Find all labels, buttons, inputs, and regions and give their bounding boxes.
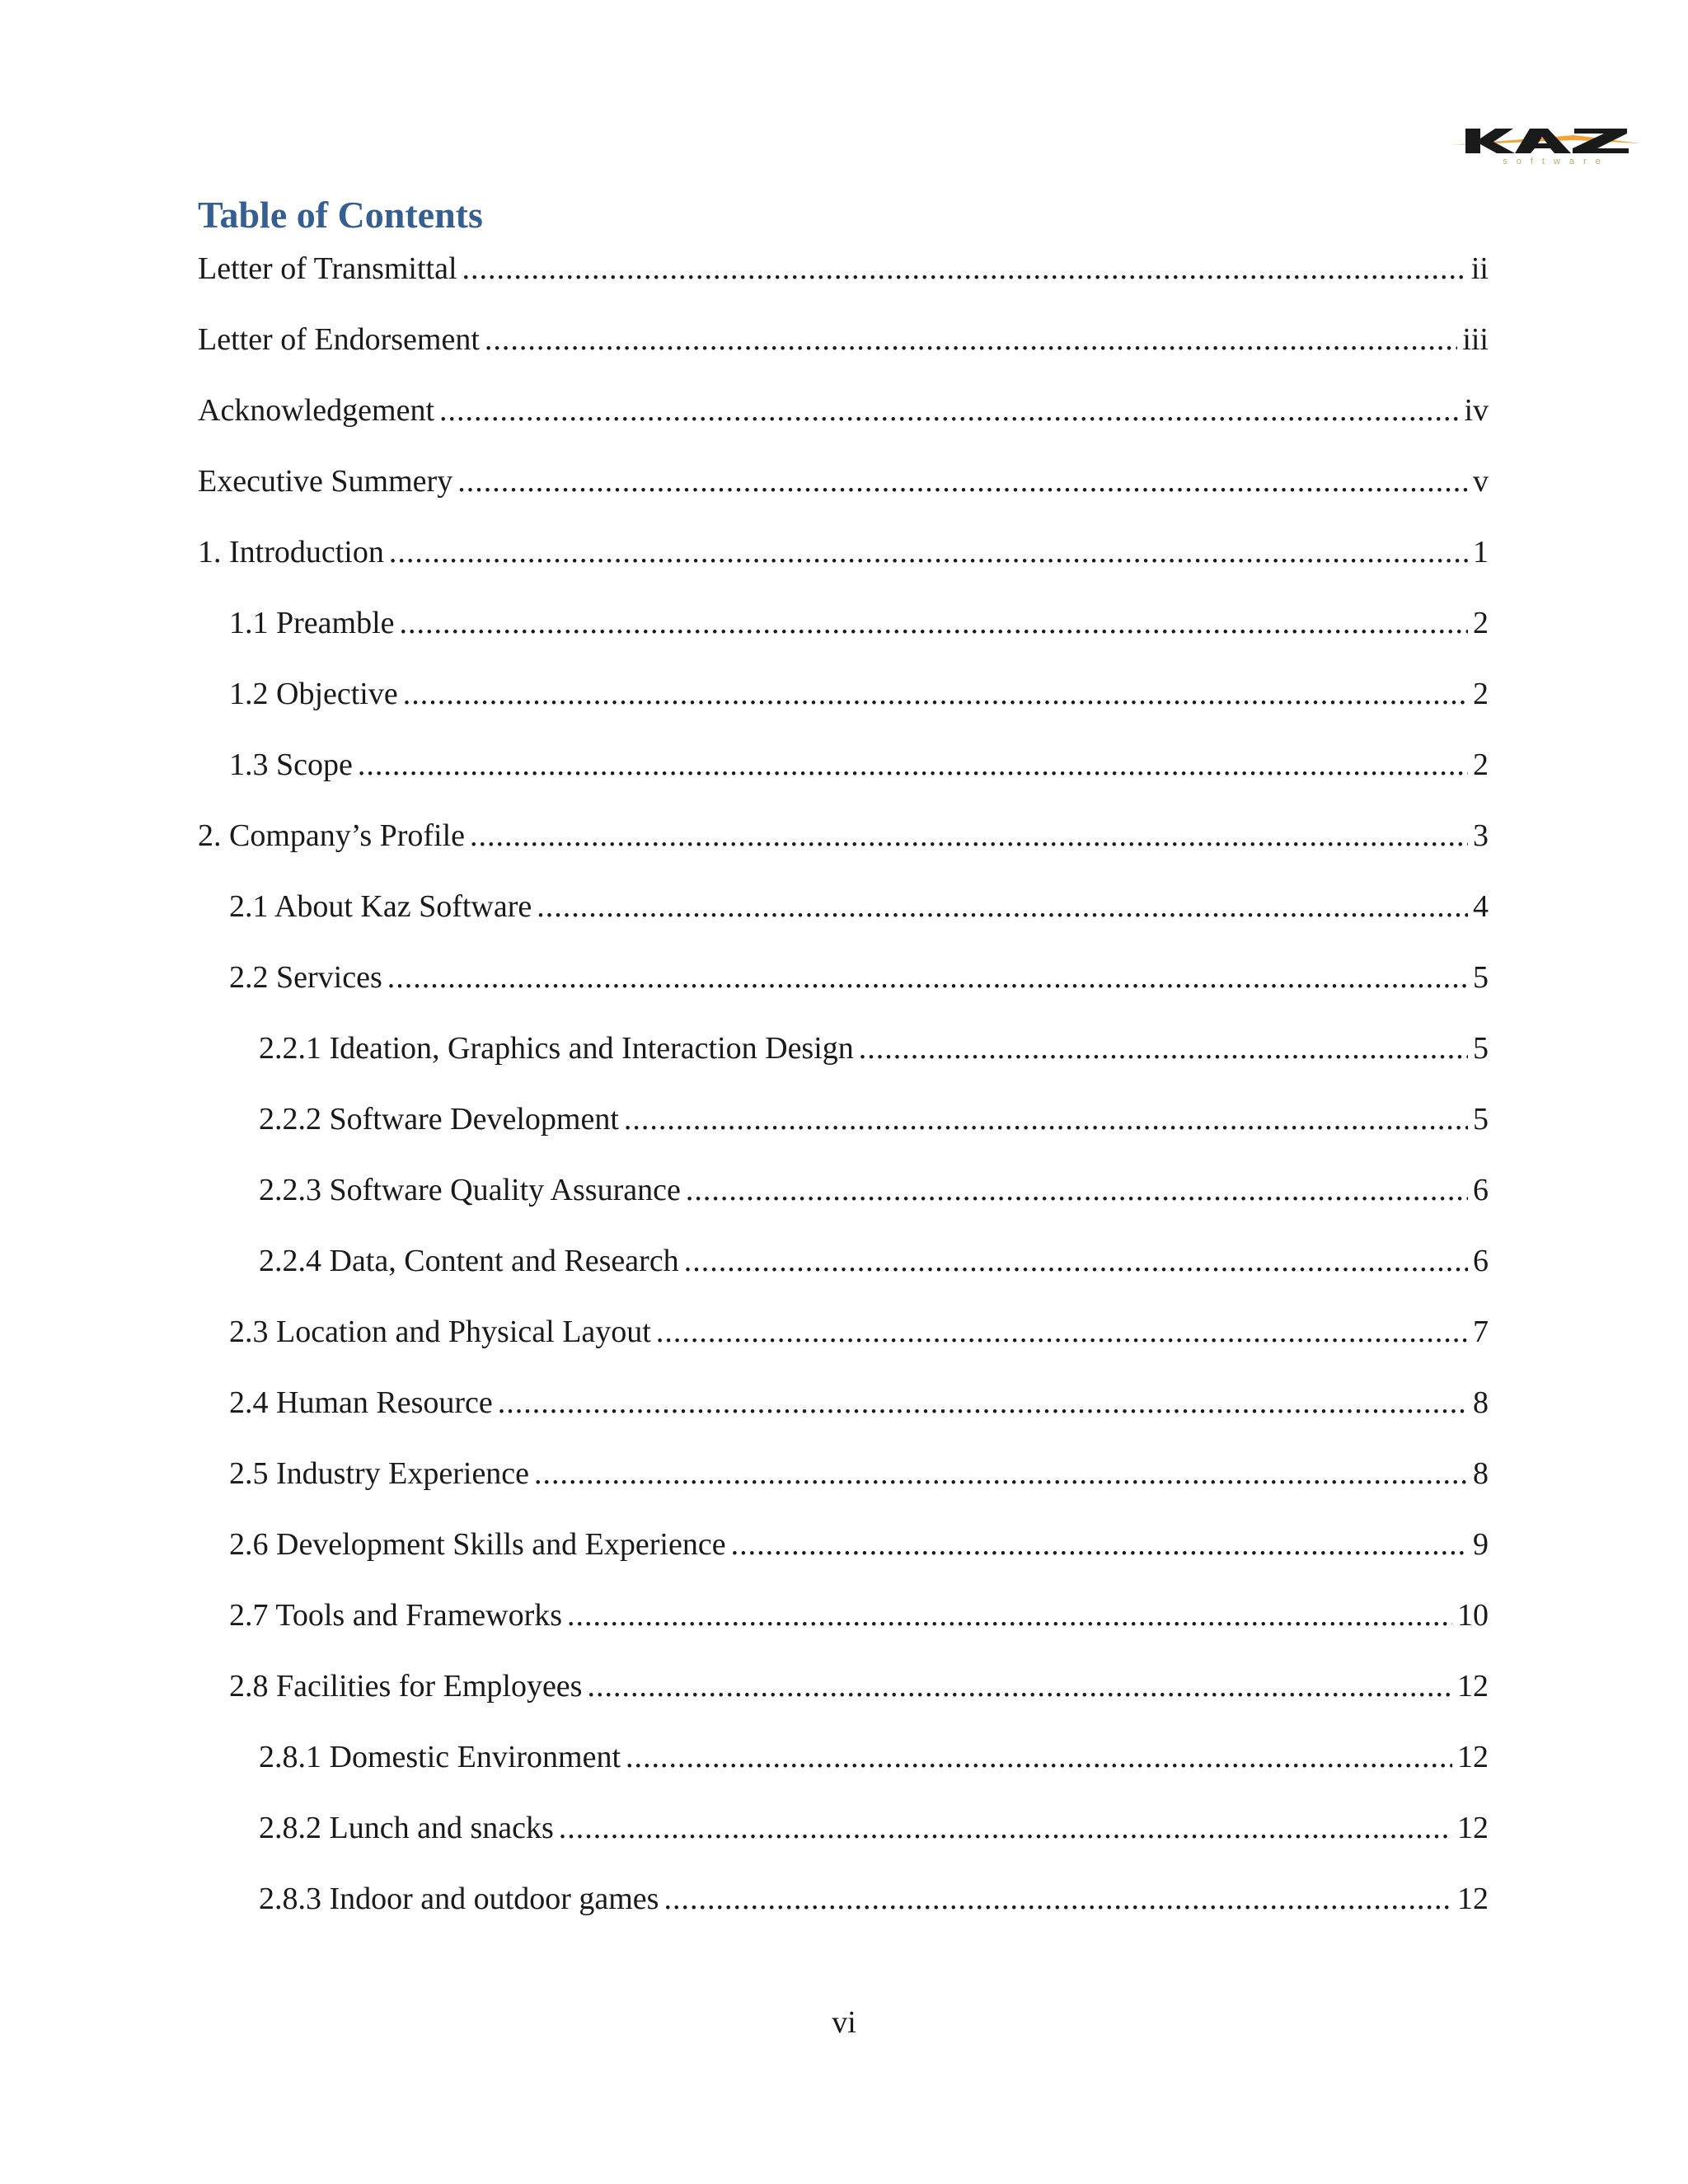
toc-entry-leader bbox=[656, 1312, 1468, 1352]
toc-entry[interactable] bbox=[198, 1737, 1489, 1808]
toc-entry[interactable] bbox=[198, 1383, 1489, 1454]
toc-entry[interactable] bbox=[198, 320, 1489, 391]
toc-entry-leader bbox=[663, 1879, 1452, 1919]
toc-entry-page: 1 bbox=[1473, 535, 1489, 569]
toc-entry-text: 2.5 Industry Experience bbox=[229, 1456, 530, 1491]
toc-entry-leader bbox=[559, 1808, 1452, 1848]
toc-entry[interactable] bbox=[198, 532, 1489, 603]
toc-entry-page: iii bbox=[1462, 322, 1489, 357]
toc-entry-page: ii bbox=[1470, 251, 1489, 286]
toc-entry-text: 2. Company’s Profile bbox=[198, 818, 466, 853]
toc-entry[interactable] bbox=[198, 958, 1489, 1029]
toc-entry-leader bbox=[403, 674, 1468, 714]
toc-entry-leader bbox=[439, 391, 1459, 430]
toc-entry-page: 12 bbox=[1457, 1669, 1489, 1704]
kaz-logo-mark bbox=[1451, 124, 1640, 166]
toc-entry-page: 12 bbox=[1457, 1740, 1489, 1774]
toc-entry-leader bbox=[470, 816, 1468, 855]
toc-entry-leader bbox=[462, 249, 1466, 288]
toc-entry-page: 6 bbox=[1473, 1244, 1489, 1278]
toc-entry-page: v bbox=[1473, 464, 1489, 499]
toc-entry-text: Letter of Transmittal bbox=[198, 251, 457, 286]
toc-entry-page: 7 bbox=[1473, 1315, 1489, 1349]
toc-entry[interactable] bbox=[198, 1099, 1489, 1170]
toc-entry-page: 9 bbox=[1473, 1527, 1489, 1562]
toc-list bbox=[198, 249, 1489, 1950]
toc-entry-leader bbox=[587, 1666, 1452, 1706]
toc-entry[interactable] bbox=[198, 1808, 1489, 1879]
toc-entry-text: Acknowledgement bbox=[198, 393, 435, 428]
toc-entry-text: 2.8.3 Indoor and outdoor games bbox=[259, 1882, 659, 1916]
toc-entry-page: 2 bbox=[1473, 606, 1489, 640]
toc-entry-text: 2.8.2 Lunch and snacks bbox=[259, 1811, 554, 1845]
toc-entry[interactable] bbox=[198, 674, 1489, 745]
toc-entry[interactable] bbox=[198, 1029, 1489, 1099]
toc-entry-text: 2.3 Location and Physical Layout bbox=[229, 1315, 651, 1349]
toc-entry[interactable] bbox=[198, 1879, 1489, 1950]
toc-entry-page: 6 bbox=[1473, 1173, 1489, 1207]
toc-entry-text: 1.2 Objective bbox=[229, 677, 398, 711]
toc-entry-text: 2.2.2 Software Development bbox=[259, 1102, 619, 1137]
toc-entry-leader bbox=[626, 1737, 1452, 1777]
toc-entry-leader bbox=[686, 1170, 1468, 1210]
toc-entry-page: 10 bbox=[1457, 1598, 1489, 1633]
toc-entry[interactable] bbox=[198, 1241, 1489, 1312]
toc-entry[interactable] bbox=[198, 391, 1489, 462]
toc-entry-leader bbox=[389, 532, 1468, 572]
toc-entry-page: 4 bbox=[1473, 889, 1489, 924]
toc-entry-leader bbox=[859, 1029, 1468, 1068]
toc-entry-leader bbox=[534, 1454, 1468, 1493]
toc-entry-text: 1.3 Scope bbox=[229, 748, 353, 782]
logo-tagline: software bbox=[1503, 157, 1610, 166]
toc-entry-leader bbox=[358, 745, 1468, 785]
toc-entry-text: 2.4 Human Resource bbox=[229, 1385, 493, 1420]
toc-entry[interactable] bbox=[198, 1525, 1489, 1596]
toc-entry[interactable] bbox=[198, 1596, 1489, 1666]
toc-entry-text: 1.1 Preamble bbox=[229, 606, 395, 640]
toc-entry-text: Executive Summery bbox=[198, 464, 453, 499]
toc-entry-page: 8 bbox=[1473, 1456, 1489, 1491]
toc-entry[interactable] bbox=[198, 603, 1489, 674]
toc-entry-text: 2.2.3 Software Quality Assurance bbox=[259, 1173, 681, 1207]
toc-entry[interactable] bbox=[198, 462, 1489, 532]
toc-entry-leader bbox=[731, 1525, 1468, 1564]
toc-entry[interactable] bbox=[198, 249, 1489, 320]
toc-entry-text: 2.2 Services bbox=[229, 960, 382, 995]
toc-entry[interactable] bbox=[198, 816, 1489, 887]
toc-entry-text: 2.8 Facilities for Employees bbox=[229, 1669, 583, 1704]
toc-entry-text: 2.2.4 Data, Content and Research bbox=[259, 1244, 679, 1278]
toc-entry-leader bbox=[457, 462, 1468, 501]
toc-entry-text: 2.2.1 Ideation, Graphics and Interaction Design bbox=[259, 1031, 854, 1066]
toc-entry-leader bbox=[485, 320, 1457, 359]
toc-entry-page: 8 bbox=[1473, 1385, 1489, 1420]
toc-entry-leader bbox=[498, 1383, 1468, 1422]
toc-entry-page: 5 bbox=[1473, 960, 1489, 995]
toc-entry-leader bbox=[624, 1099, 1468, 1139]
toc-entry-text: 2.6 Development Skills and Experience bbox=[229, 1527, 726, 1562]
page-number: vi bbox=[832, 2005, 856, 2040]
toc-entry-text: 2.1 About Kaz Software bbox=[229, 889, 532, 924]
toc-entry[interactable] bbox=[198, 745, 1489, 816]
toc-entry[interactable] bbox=[198, 1666, 1489, 1737]
toc-entry-text: Letter of Endorsement bbox=[198, 322, 480, 357]
toc-entry-text: 1. Introduction bbox=[198, 535, 384, 569]
toc-entry-page: 5 bbox=[1473, 1031, 1489, 1066]
toc-entry-page: 2 bbox=[1473, 677, 1489, 711]
toc-entry[interactable] bbox=[198, 1170, 1489, 1241]
toc-entry-page: 5 bbox=[1473, 1102, 1489, 1137]
toc-entry-leader bbox=[387, 958, 1468, 997]
toc-entry[interactable] bbox=[198, 887, 1489, 958]
toc-title: Table of Contents bbox=[198, 194, 483, 236]
toc-entry-leader bbox=[567, 1596, 1452, 1635]
toc-entry-page: 2 bbox=[1473, 748, 1489, 782]
toc-entry-page: 12 bbox=[1457, 1811, 1489, 1845]
toc-entry-page: iv bbox=[1464, 393, 1489, 428]
toc-entry-leader bbox=[400, 603, 1468, 643]
toc-entry-leader bbox=[537, 887, 1468, 926]
toc-entry-leader bbox=[684, 1241, 1468, 1281]
toc-entry-text: 2.8.1 Domestic Environment bbox=[259, 1740, 621, 1774]
toc-entry[interactable] bbox=[198, 1312, 1489, 1383]
toc-entry-text: 2.7 Tools and Frameworks bbox=[229, 1598, 563, 1633]
toc-entry-page: 12 bbox=[1457, 1882, 1489, 1916]
toc-entry-page: 3 bbox=[1473, 818, 1489, 853]
kaz-software-logo bbox=[1451, 124, 1640, 166]
toc-entry[interactable] bbox=[198, 1454, 1489, 1525]
